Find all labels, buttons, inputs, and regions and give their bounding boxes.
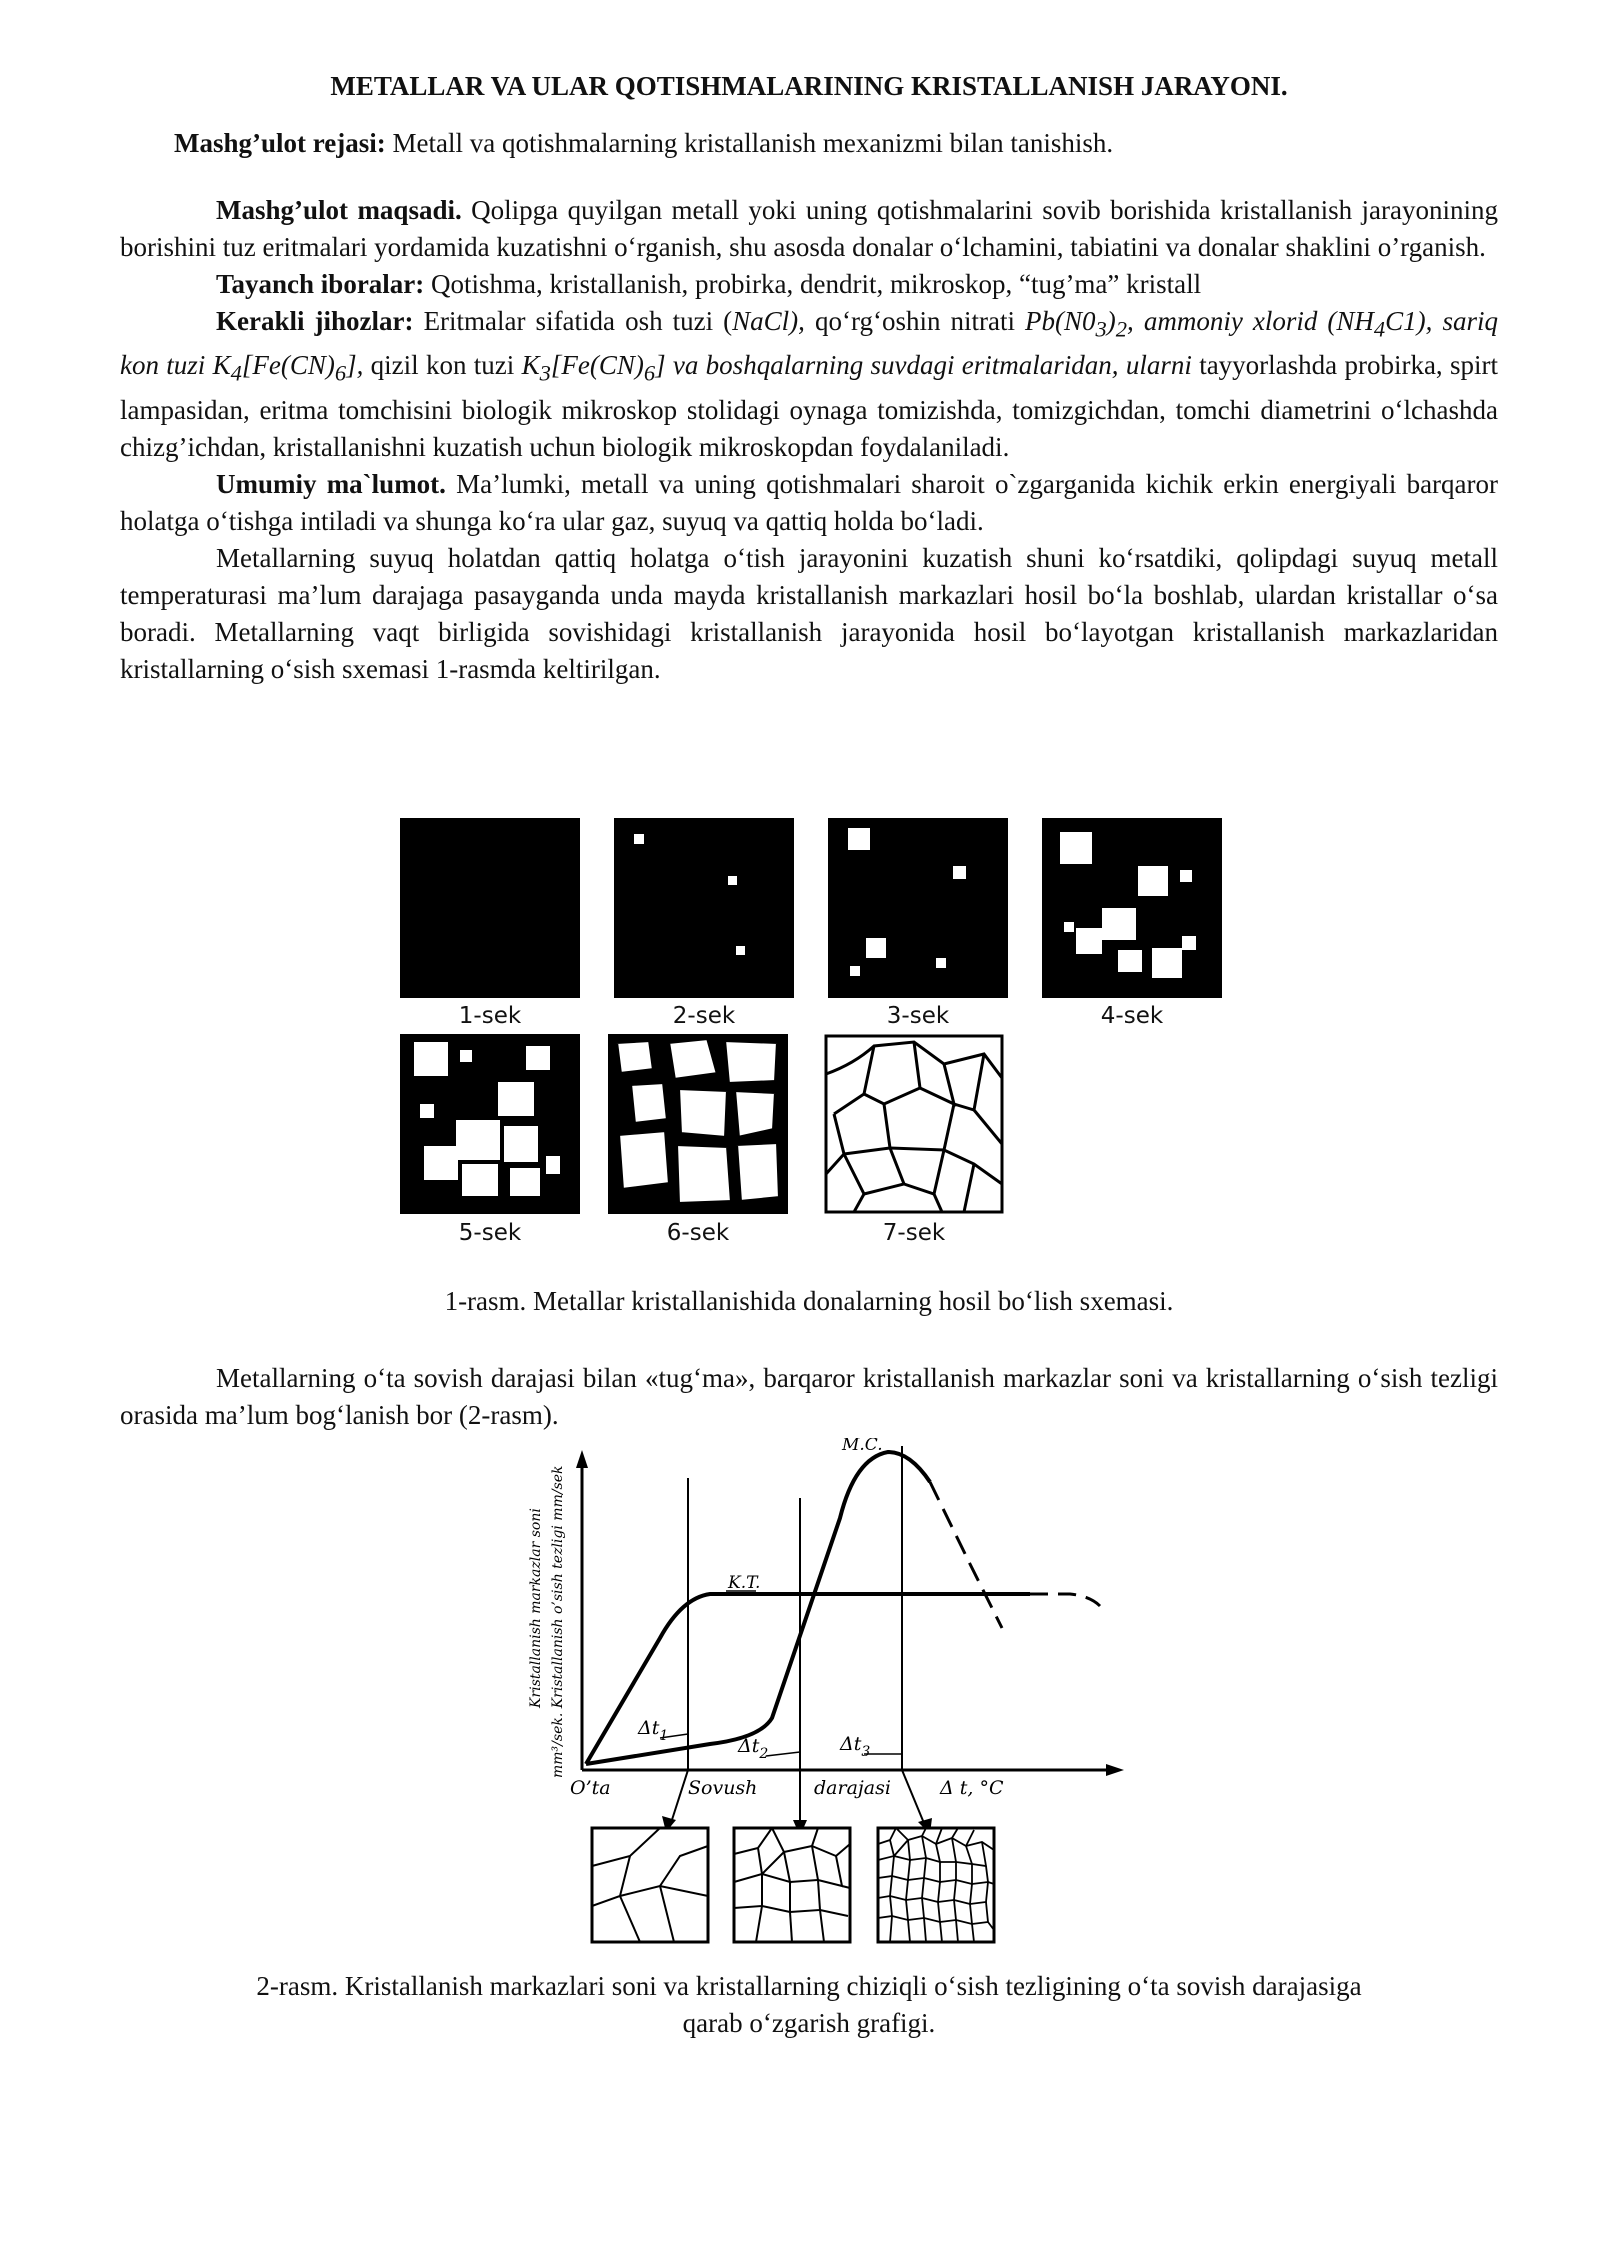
kt-label: K.T.: [728, 1573, 761, 1593]
plan-label: Mashg’ulot rejasi:: [174, 128, 386, 158]
x-label-dt: Δ t, °C: [940, 1777, 1004, 1799]
pb-formula: $Pb(N0_3)_2$: [1025, 306, 1128, 342]
keywords-paragraph: [120, 266, 1498, 303]
mc-curve-dashed: [930, 1482, 1002, 1628]
stage-label: 3-sek: [886, 1003, 950, 1029]
figure-2: [510, 1438, 1130, 1948]
plan-paragraph: [120, 125, 1498, 162]
transition-paragraph: Metallarning suyuq holatdan qattiq holatga o‘tish jarayonini kuzatish shuni ko‘rsatdiki, qolipdagi suyuq metall temperaturasi ma’lum darajaga pasayganda unda mayda kristallanish markazlari hosil bo‘la boshlab, ulardan kristallar o‘sa boradi. Metallarning vaqt birligida sovishidagi kristallanish jarayonida hosil bo‘layotgan kristallanish markazlaridan kristallarning o‘sish sxemasi 1-rasmda keltirilgan.: [120, 542, 1498, 684]
keywords-text: Qotishma, kristallanish, probirka, dendrit, mikroskop, “tug’ma” kristall: [424, 269, 1202, 299]
fine-grain-image: [876, 1826, 996, 1944]
equipment-text: Eritmalar sifatida osh tuzi (: [413, 306, 733, 336]
x-axis-arrow-icon: [1106, 1764, 1124, 1776]
x-label-darajasi: darajasi: [814, 1777, 891, 1799]
equipment-label: Kerakli jihozlar:: [216, 306, 414, 336]
stage-label: 5-sek: [458, 1220, 522, 1246]
crystal-stage-6-image: [608, 1034, 788, 1214]
y-label-growth: mm³/sek. Kristallanish o’sish tezligi mm/sek: [550, 1465, 566, 1778]
goal-label: Mashg’ulot maqsadi.: [216, 195, 462, 225]
figure-2-caption-line-1: 2-rasm. Kristallanish markazlari soni va kristallarning chiziqli o‘sish tezligining o‘ta sovish darajasiga: [256, 1971, 1362, 2001]
crystal-stage-5-image: [400, 1034, 580, 1214]
document-body: [120, 68, 1498, 688]
medium-grain-image: [732, 1826, 852, 1944]
goal-text: Qolipga quyilgan metall yoki uning qotishmalarini sovib borishida kristallanish jarayonining borishini tuz eritmalari yordamida kuzatishni o‘rganish, shu asosda donalar o‘lchamini, tabiatini va donalar shaklini o’rganish.: [120, 195, 1498, 262]
delta-t1-label: $\Delta t_1$: [638, 1717, 669, 1744]
x-label-ota: O’ta: [570, 1777, 611, 1799]
x-label-sovush: Sovush: [688, 1777, 758, 1799]
y-label-centers: Kristallanish markazlar soni: [528, 1508, 544, 1708]
k3-formula: $K_3[Fe(CN)_6]$ va boshqalarning suvdagi eritmalaridan, ularni: [521, 350, 1192, 386]
equipment-text: qizil kon tuzi: [363, 350, 522, 381]
crystal-stage-3-image: [828, 818, 1008, 998]
stage-label: 2-sek: [672, 1003, 736, 1029]
crystal-stage-7-image: [824, 1034, 1004, 1214]
figure-2-caption-line-2: qarab o‘zgarish grafigi.: [682, 2008, 936, 2038]
nacl-formula: NaCl),: [732, 306, 805, 336]
general-paragraph: [120, 466, 1498, 540]
figure-2-caption: [120, 1968, 1498, 2042]
mc-label: M.C.: [842, 1438, 883, 1455]
page-title: METALLAR VA ULAR QOTISHMALARINING KRISTALLANISH JARAYONI.: [330, 71, 1288, 101]
plan-text: Metall va qotishmalarning kristallanish mexanizmi bilan tanishish.: [385, 128, 1114, 158]
coarse-grain-image: [590, 1826, 710, 1944]
crystal-stage-1-image: [400, 818, 580, 998]
goal-paragraph: [120, 192, 1498, 266]
delta-t2-label: $\Delta t_2$: [738, 1735, 769, 1762]
kt-curve-dashed: [1030, 1594, 1100, 1606]
crystal-stage-4-image: [1042, 818, 1222, 998]
equipment-paragraph: [120, 303, 1498, 466]
keywords-label: Tayanch iboralar:: [216, 269, 425, 299]
stage-label: 7-sek: [882, 1220, 946, 1246]
equipment-text: tayyorlashda probirka, spirt lampasidan, eritma tomchisini biologik mikroskop stolidagi oynaga tomizishda, tomizgichdan, tomchi diametrini o‘lchashda chizg’ichdan, kristallanishni kuzatish uchun biologik mikroskopdan foydalaniladi.: [120, 350, 1498, 462]
general-text: Ma’lumki, metall va uning qotishmalari sharoit o`zgarganida kichik erkin energiyali barqaror holatga o‘tishga intiladi va shunga ko‘ra ular gaz, suyuq va qattiq holda bo‘ladi.: [120, 468, 1499, 536]
cooling-paragraph: Metallarning o‘ta sovish darajasi bilan «tug‘ma», barqaror kristallanish markazlar soni va kristallarning o‘sish tezligi orasida ma’lum bog‘lanish bor (2-rasm).: [120, 1363, 1498, 1430]
figure-1-caption: 1-rasm. Metallar kristallanishida donalarning hosil bo‘lish sxemasi.: [444, 1286, 1174, 1316]
delta-t3-label: $\Delta t_3$: [840, 1733, 871, 1760]
stage-label: 4-sek: [1100, 1003, 1164, 1029]
stage-label: 1-sek: [458, 1003, 522, 1029]
nh4cl-formula: , ammoniy xlorid $(NH_4C1)$, sariq kon tuzi $K_4[Fe(CN)_6]$,: [120, 306, 1498, 386]
stage-label: 6-sek: [666, 1220, 730, 1246]
crystal-stage-2-image: [614, 818, 794, 998]
general-label: Umumiy ma`lumot.: [216, 468, 446, 499]
y-axis-arrow-icon: [576, 1450, 588, 1468]
figure-1: [390, 808, 1170, 1258]
equipment-text: qo‘rg‘oshin nitrati: [804, 306, 1026, 336]
